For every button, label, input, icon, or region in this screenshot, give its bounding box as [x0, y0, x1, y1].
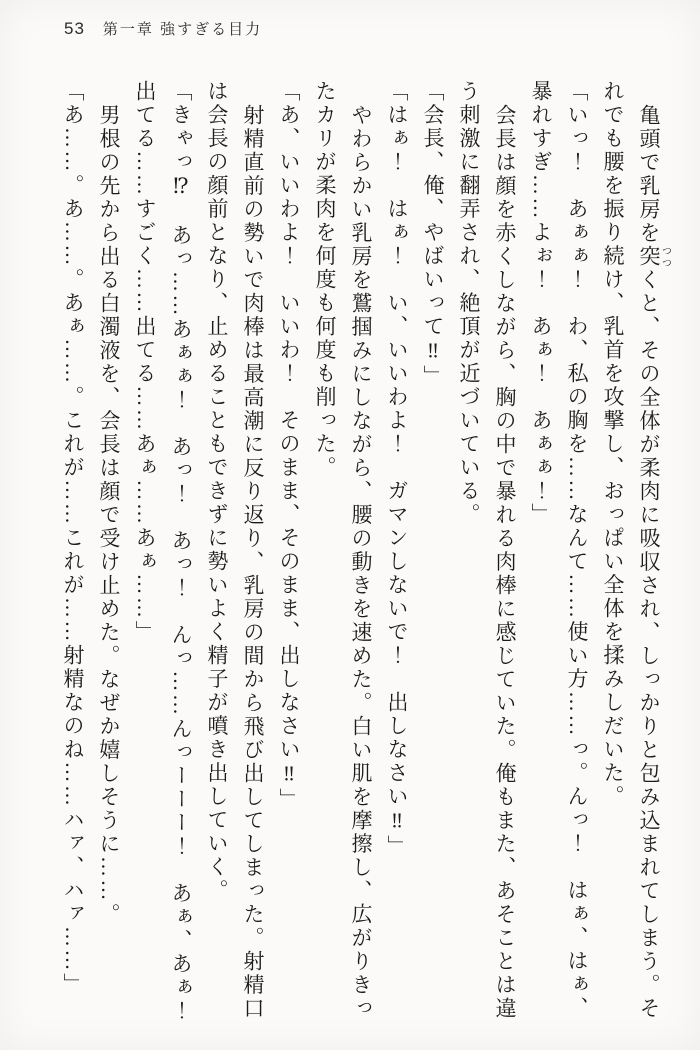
- running-header: [64, 18, 262, 39]
- text-line: 出てる……すごく……出てる……あぁ……あぁ……」: [133, 80, 157, 644]
- chapter-title: 第一章 強すぎる目力: [102, 21, 263, 38]
- text-line: 「あ……。あ……。あぁ……。これが……これが……射精なのね……ハァ、ハァ……」: [61, 80, 85, 997]
- text-line: やわらかい乳房を鷲掴みにしながら、腰の動きを速めた。白い肌を摩擦し、広がりきっ: [349, 103, 373, 1020]
- text-line: 「あ、いいわよ！ いいわ！ そのまま、そのまま、出しなさい‼」: [277, 80, 301, 812]
- text-line: 「いっ！ あぁぁ！ わ、私の胸を……なんて……使い方……っ。んっ！ はぁ、はぁ、: [565, 80, 589, 1020]
- text-line: 会長は顔を赤くしながら、胸の中で暴れる肉棒に感じていた。俺もまた、あそことは違: [493, 103, 517, 1020]
- text-line: たカリが柔肉を何度も何度も削った。: [313, 80, 337, 480]
- text-line: 男根の先から出る白濁液を、会長は顔で受け止めた。なぜか嬉しそうに……。: [97, 103, 121, 926]
- furigana-ruby: 突つつ: [637, 244, 671, 268]
- text-line: 亀頭で乳房を突つつくと、その全体が柔肉に吸収され、しっかりと包み込まれてしまう。そ: [637, 103, 671, 1020]
- text-line: れでも腰を振り続け、乳首を攻撃し、おっぱい全体を揉みしだいた。: [601, 80, 625, 809]
- text-line: 「きゃっ⁉ あっ……あぁぁ！ あっ！ あっ！ んっ……んっーーー！ あぁ、あぁ！: [169, 80, 193, 1023]
- text-line: 暴れすぎ……よぉ！ あぁ！ あぁぁ！」: [529, 80, 553, 527]
- text-line: は会長の顔前となり、止めることもできずに勢いよく精子が噴き出していく。: [205, 80, 229, 903]
- text-line: 射精直前の勢いで肉棒は最高潮に反り返り、乳房の間から飛び出してしまった。射精口: [241, 103, 265, 1020]
- text-line: 「はぁ！ はぁ！ い、いいわよ！ ガマンしないで！ 出しなさい‼」: [385, 80, 409, 859]
- page-text: [55, 80, 670, 1024]
- text-line: 「会長、俺、やばいって‼」: [421, 80, 445, 389]
- page-number: 53: [64, 19, 85, 38]
- text-line: う刺激に翻弄され、絶頂が近づいている。: [457, 80, 481, 527]
